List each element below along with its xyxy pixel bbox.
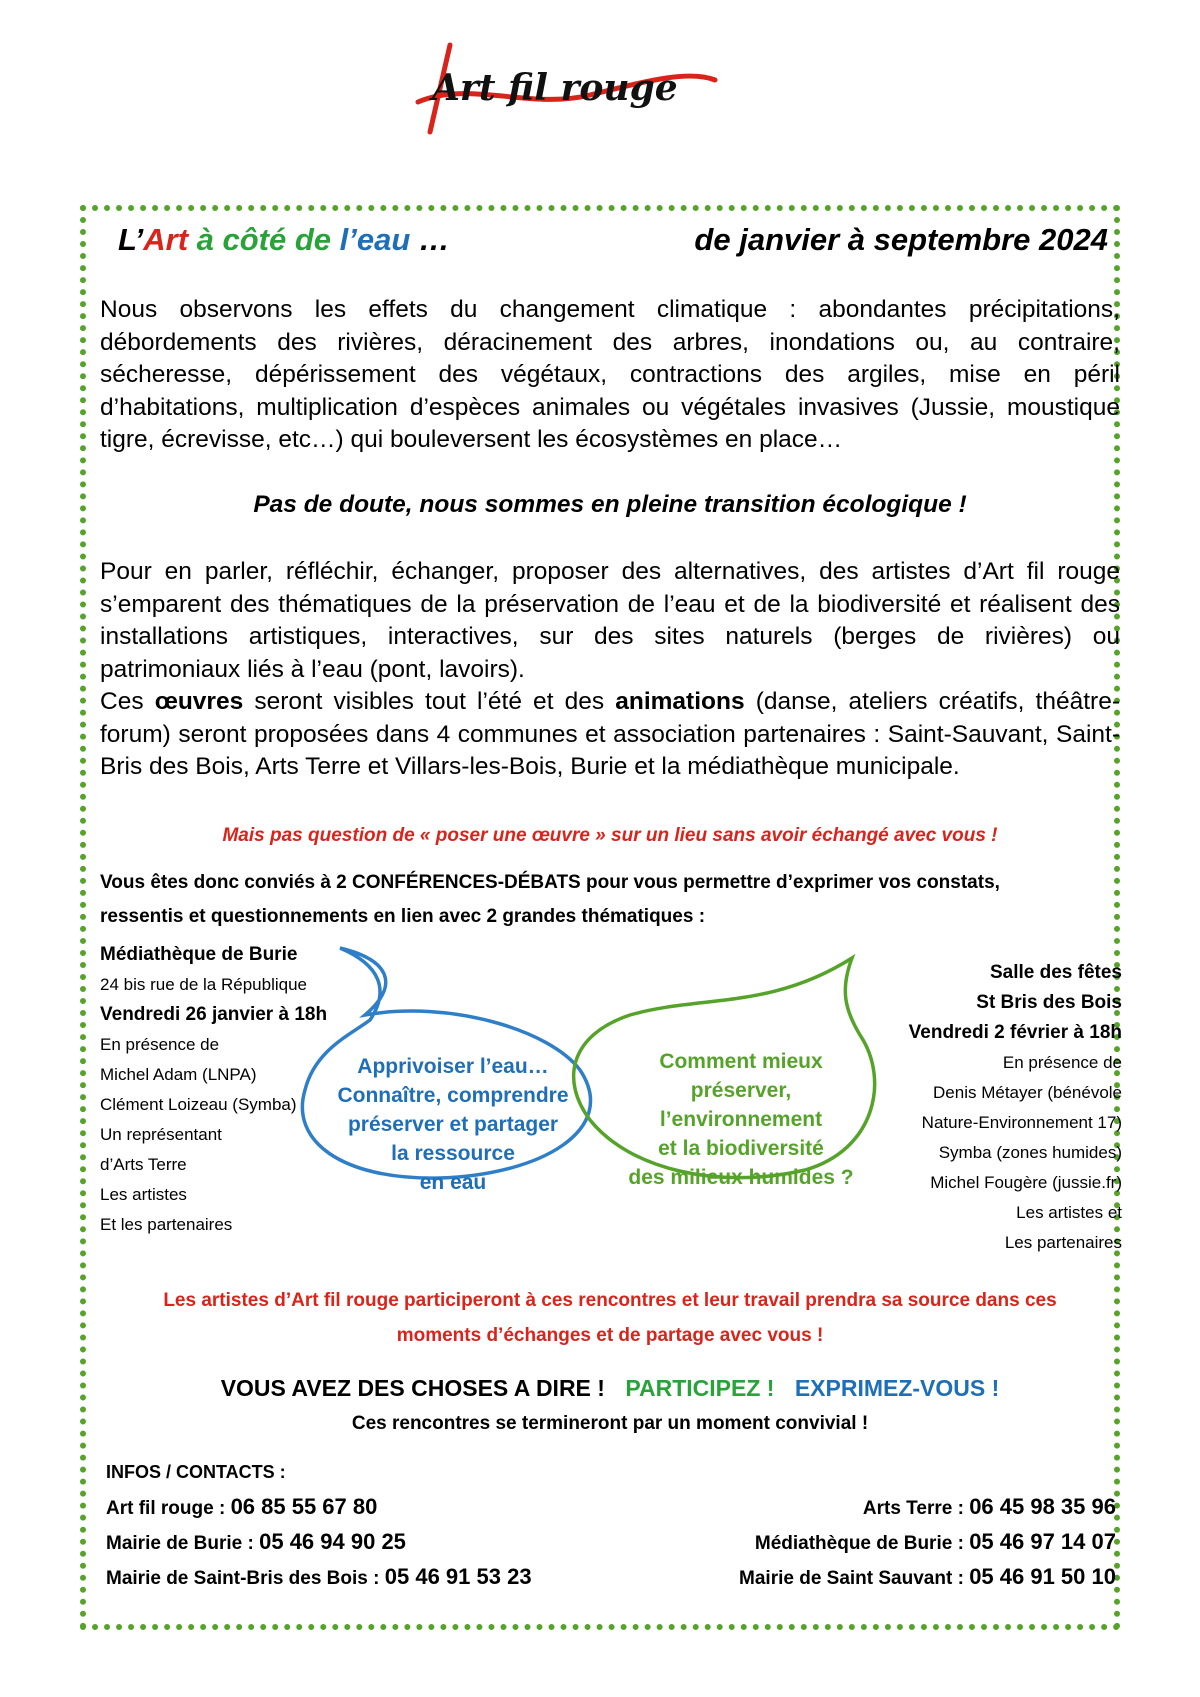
transition-statement: Pas de doute, nous sommes en pleine transition écologique !	[253, 491, 967, 518]
event-person: Et les partenaires	[100, 1215, 233, 1234]
event-person: Michel Fougère (jussie.fr)	[930, 1173, 1122, 1192]
green-bubble-text: Comment mieux préserver, l’environnement et la biodiversité des milieux humides ?	[628, 1050, 854, 1189]
cta-say: VOUS AVEZ DES CHOSES A DIRE !	[220, 1375, 605, 1401]
event-person: Nature-Environnement 17)	[921, 1113, 1122, 1132]
convivial-note: Ces rencontres se termineront par un moment convivial !	[351, 1413, 869, 1434]
cta-express: EXPRIMEZ-VOUS !	[794, 1375, 1000, 1401]
event-venue: Salle des fêtes	[989, 962, 1122, 983]
event-person: Denis Métayer (bénévole	[933, 1083, 1122, 1102]
headline-dates: de janvier à septembre 2024	[694, 222, 1108, 257]
event-person: Michel Adam (LNPA)	[100, 1065, 257, 1084]
event-person: Les artistes et	[1016, 1203, 1122, 1222]
event-person: Un représentant	[100, 1125, 222, 1144]
contact-row: Art fil rouge : 06 85 55 67 80 Arts Terre : 06 45 98 35 96	[106, 1494, 1116, 1519]
paragraph-artists: Pour en parler, réfléchir, échanger, proposer des alternatives, des artistes d’Art fil rouge s’emparent des thématiques de la préservation de l’eau et de la biodiversité et réalisent des installations artistiques, interactives, sur des sites naturels (berges de rivières) ou patrimoniaux liés à l’eau (pont, lavoirs).	[100, 558, 1120, 683]
event-person: En présence de	[1002, 1053, 1122, 1072]
closing-statement: Les artistes d’Art fil rouge participeront à ces rencontres et leur travail prendra sa source dans ces moments d’échanges et de partage avec vous !	[163, 1290, 1057, 1346]
phone-number: 05 46 97 14 07	[969, 1529, 1116, 1554]
event-venue: Médiathèque de Burie	[100, 944, 298, 965]
cta-participate: PARTICIPEZ !	[625, 1375, 775, 1401]
event-date: Vendredi 2 février à 18h	[908, 1022, 1122, 1043]
conference-intro: Vous êtes donc conviés à 2 CONFÉRENCES-DÉBATS pour vous permettre d’exprimer vos constats, ressentis et questionnements en lien avec 2 grandes thématiques :	[100, 872, 1000, 927]
paragraph-works: Ces œuvres seront visibles tout l’été et des animations (danse, ateliers créatifs, théâtre-forum) seront proposées dans 4 communes et association partenaires : Saint-Sauvant, Saint-Bris des Bois, Arts Terre et Villars-les-Bois, Burie et la médiathèque municipale.	[100, 688, 1120, 780]
event-person: d’Arts Terre	[100, 1155, 187, 1174]
paragraph-climate: Nous observons les effets du changement climatique : abondantes précipitations, débordements des rivières, déracinement des arbres, inondations ou, au contraire, sécheresse, dépérissement des végétaux, contractions des argiles, mise en péril d’habitations, multiplication d’espèces animales ou végétales invasives (Jussie, moustique tigre, écrevisse, etc…) qui bouleversent les écosystèmes en place…	[100, 296, 1120, 453]
contact-row: Mairie de Burie : 05 46 94 90 25 Médiathèque de Burie : 05 46 97 14 07	[106, 1529, 1116, 1554]
event-address: 24 bis rue de la République	[100, 975, 307, 994]
call-to-action	[100, 1375, 1120, 1402]
blue-bubble-text: Apprivoiser l’eau… Connaître, comprendre préserver et partager la ressource en eau	[337, 1055, 569, 1194]
art-fil-rouge-logo	[410, 40, 720, 135]
svg-text:Art fil rouge: Art fil rouge	[432, 67, 678, 109]
event-venue: St Bris des Bois	[976, 992, 1122, 1013]
event-person: En présence de	[100, 1035, 220, 1054]
event-person: Les partenaires	[1004, 1233, 1122, 1252]
phone-number: 05 46 91 50 10	[969, 1564, 1116, 1589]
phone-number: 06 85 55 67 80	[230, 1494, 378, 1519]
contacts-label: INFOS / CONTACTS :	[106, 1462, 286, 1482]
event-date: Vendredi 26 janvier à 18h	[100, 1004, 328, 1025]
red-note: Mais pas question de « poser une œuvre » sur un lieu sans avoir échangé avec vous !	[222, 825, 998, 846]
headline	[118, 222, 1108, 266]
phone-number: 06 45 98 35 96	[969, 1494, 1116, 1519]
contact-row: Mairie de Saint-Bris des Bois : 05 46 91 53 23 Mairie de Saint Sauvant : 05 46 91 50 10	[106, 1564, 1116, 1589]
event-person: Les artistes	[100, 1185, 187, 1204]
headline-title: L’Art à côté de l’eau …	[118, 222, 450, 257]
phone-number: 05 46 94 90 25	[259, 1529, 406, 1554]
event-person: Clément Loizeau (Symba)	[100, 1095, 297, 1114]
phone-number: 05 46 91 53 23	[384, 1564, 532, 1589]
event-person: Symba (zones humides)	[938, 1143, 1122, 1162]
